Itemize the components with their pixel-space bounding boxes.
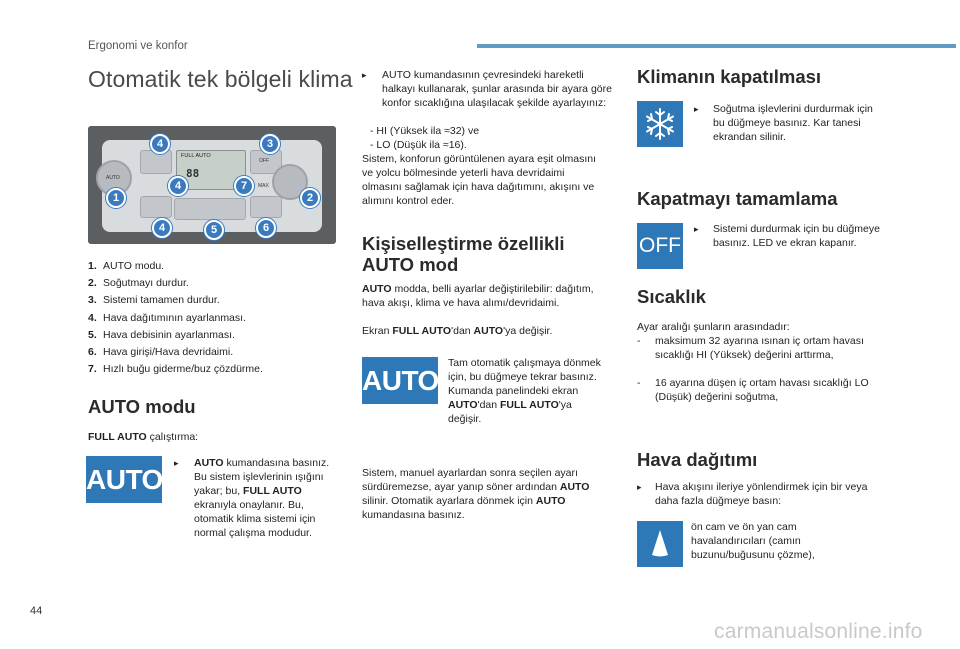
custom-auto-text: AUTO modda, belli ayarlar değiştirilebilir: dağıtım, hava akışı, klima ve hava alımı/devridaimi. — [362, 283, 594, 309]
range-hi: - HI (Yüksek ila ≈32) ve — [370, 125, 480, 137]
bullet-icon: ▸ — [694, 104, 699, 114]
manual-note: Sistem, manuel ayarlardan sonra seçilen ayarı sürdüremezse, ayar yanıp söner ardından AUTO silinir. Otomatik ayarlara dönmek için AUTO kumandasına basınız. — [362, 467, 590, 521]
system-para: Sistem, konforun görüntülenen ayara eşit olmasını ve yolcu bölmesinde yeterli hava devridaimi olmasını sağlamak için hava dağıtımını, akışını ve alımını kontrol eder. — [362, 153, 597, 207]
badge-4-top: 4 — [150, 134, 170, 154]
dash: - — [637, 377, 641, 389]
panel-auto-label: AUTO — [106, 175, 120, 181]
badge-6: 6 — [256, 218, 276, 238]
air-distribution-heading: Hava dağıtımı — [637, 449, 758, 470]
bullet-icon: ▸ — [637, 482, 642, 492]
badge-4-bottom: 4 — [152, 218, 172, 238]
defrost-text: ön cam ve ön yan cam havalandırıcıları (camın buzunu/buğusunu çözme), — [691, 521, 815, 561]
off-button-icon: OFF — [637, 223, 683, 269]
page-number: 44 — [30, 605, 43, 617]
panel-button-up — [140, 150, 172, 174]
badge-3: 3 — [260, 134, 280, 154]
temperature-item: maksimum 32 ayarına ısınan iç ortam havası sıcaklığı HI (Yüksek) değerini arttırma, — [655, 335, 864, 361]
badge-7: 7 — [234, 176, 254, 196]
panel-button-down — [140, 196, 172, 218]
section-label: Ergonomi ve konfor — [88, 40, 188, 52]
badge-5: 5 — [204, 220, 224, 240]
legend-item: 4. Hava dağıtımının ayarlanması. — [88, 311, 246, 324]
auto-mode-intro: FULL AUTO çalıştırma: — [88, 431, 199, 443]
bullet-icon: ▸ — [694, 224, 699, 234]
auto-mode-text: AUTO kumandasına basınız. Bu sistem işlevlerinin ışığını yakar; bu, FULL AUTO ekranıyla onaylanır. Bu, otomatik klima sistemi için normal çalışma modudur. — [194, 457, 330, 539]
temperature-intro: Ayar aralığı şunların arasındadır: — [637, 321, 790, 333]
panel-off-label: OFF — [259, 158, 269, 164]
windscreen-defrost-icon — [637, 521, 683, 567]
legend-item: 5. Hava debisinin ayarlanması. — [88, 328, 235, 341]
bullet-icon: ▸ — [174, 458, 179, 468]
snowflake-icon — [637, 101, 683, 147]
page-title: Otomatik tek bölgeli klima — [88, 66, 353, 92]
panel-max-label: MAX — [258, 183, 269, 189]
badge-2: 2 — [300, 188, 320, 208]
panel-button-recirc — [250, 196, 282, 218]
legend-item: 6. Hava girişi/Hava devridaimi. — [88, 346, 234, 359]
lcd-number: 88 — [186, 167, 200, 180]
legend-item: 2. Soğutmayı durdur. — [88, 277, 189, 290]
custom-auto-heading: Kişiselleştirme özellikli AUTO mod — [362, 233, 565, 275]
dash: - — [637, 335, 641, 347]
temperature-heading: Sıcaklık — [637, 286, 706, 307]
legend-item: 1. AUTO modu. — [88, 260, 165, 272]
badge-1: 1 — [106, 188, 126, 208]
auto-mode-heading: AUTO modu — [88, 396, 196, 417]
lcd-label: FULL AUTO — [181, 153, 211, 159]
temperature-item: 16 ayarına düşen iç ortam havası sıcaklığı LO (Düşük) değerini soğutma, — [655, 377, 869, 403]
panel-fan-button — [174, 198, 246, 220]
full-auto-return-text: Tam otomatik çalışmaya dönmek için, bu düğmeye tekrar basınız. Kumanda panelindeki ekran AUTO'dan FULL AUTO'ya değişir. — [448, 357, 601, 425]
watermark: carmanualsonline.info — [714, 620, 923, 643]
legend-item: 7. Hızlı buğu giderme/buz çözdürme. — [88, 363, 263, 376]
full-off-text: Sistemi durdurmak için bu düğmeye basınız. LED ve ekran kapanır. — [713, 223, 880, 249]
range-lo: - LO (Düşük ila ≈16). — [370, 139, 467, 151]
auto-button-icon: AUTO — [86, 456, 162, 503]
legend-list — [88, 258, 338, 378]
auto-button-icon: AUTO — [362, 357, 438, 404]
ac-off-text: Soğutma işlevlerini durdurmak için bu düğmeye basınız. Kar tanesi ekrandan silinir. — [713, 103, 873, 143]
bullet-icon: ▸ — [362, 70, 367, 80]
full-off-heading: Kapatmayı tamamlama — [637, 188, 838, 209]
ring-instruction: AUTO kumandasının çevresindeki hareketli halkayı kullanarak, şunlar arasında bir ayara göre konfor sıcaklığına ulaşılacak şekilde ayarlayınız: — [382, 69, 612, 109]
header-bar — [477, 44, 956, 48]
badge-4-mid: 4 — [168, 176, 188, 196]
air-distribution-text: Hava akışını ileriye yönlendirmek için bir veya daha fazla düğmeye basın: — [655, 481, 868, 507]
screen-change-text: Ekran FULL AUTO'dan AUTO'ya değişir. — [362, 325, 553, 337]
ac-off-heading: Klimanın kapatılması — [637, 66, 822, 87]
legend-item: 3. Sistemi tamamen durdur. — [88, 294, 220, 307]
